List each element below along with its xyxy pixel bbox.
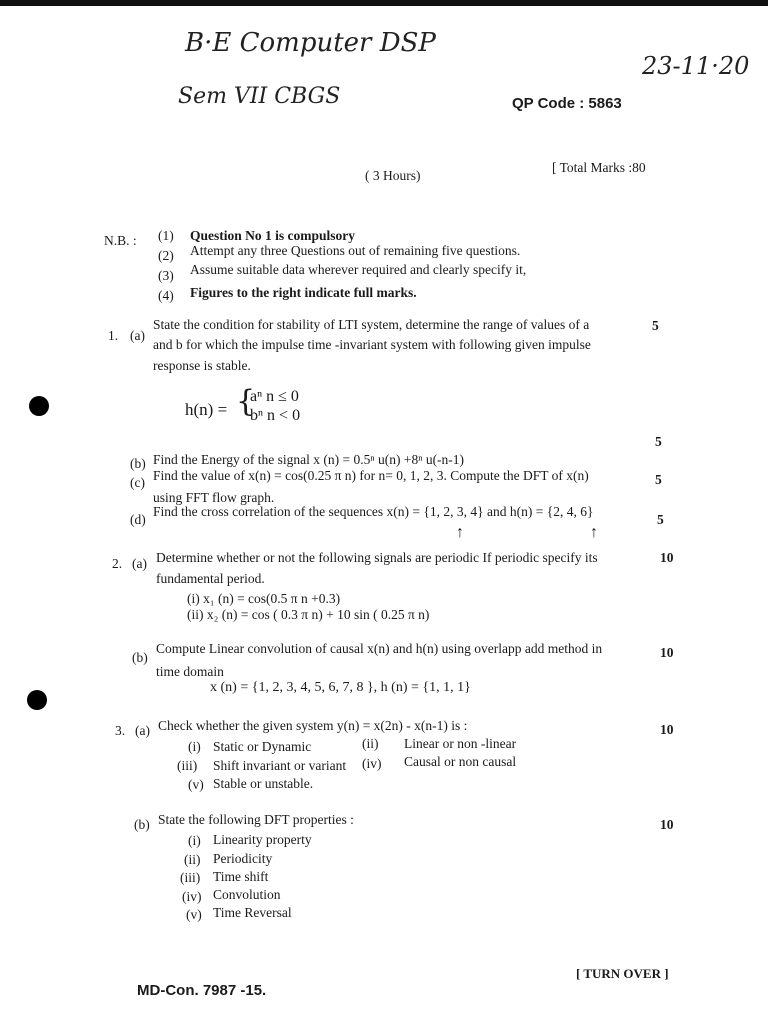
q3-opt-5-num: (v) — [188, 777, 204, 792]
q3-b-marks: 10 — [660, 817, 674, 832]
q3-b-label: (b) — [134, 817, 150, 832]
q2-b-label: (b) — [132, 650, 148, 665]
note-2: Attempt any three Questions out of remaining five questions. — [190, 243, 521, 258]
q3-prop-1-num: (i) — [188, 833, 201, 848]
q1-a-label: (a) — [130, 328, 145, 343]
q2-b-marks: 10 — [660, 645, 674, 660]
q2-a-i: (i) x₁ (n) = cos(0.5 π n +0.3) — [187, 591, 341, 606]
q1-c-marks: 5 — [655, 472, 662, 487]
q3-b-text: State the following DFT properties : — [158, 812, 354, 827]
q3-opt-1-num: (i) — [188, 739, 201, 754]
q3-opt-1: Static or Dynamic — [213, 739, 312, 754]
q1-d-text: Find the cross correlation of the sequences x(n) = {1, 2, 3, 4} and h(n) = {2, 4, 6} — [153, 504, 594, 519]
punch-hole-bottom — [27, 690, 47, 710]
q1-d-label: (d) — [130, 512, 146, 527]
q1-b-text: Find the Energy of the signal x (n) = 0.5ⁿ u(n) +8ⁿ u(-n-1) — [153, 452, 465, 467]
q3-opt-2-num: (ii) — [362, 736, 379, 751]
q3-a-label: (a) — [135, 723, 150, 738]
handwritten-date: 23-11·20 — [642, 52, 750, 80]
note-1: Question No 1 is compulsory — [190, 228, 356, 243]
q2-a-line2: fundamental period. — [156, 571, 265, 586]
q3-num: 3. — [115, 723, 126, 738]
q3-opt-5: Stable or unstable. — [213, 776, 314, 791]
q3-prop-5: Time Reversal — [213, 905, 292, 920]
q3-prop-4: Convolution — [213, 887, 281, 902]
note-1-num: (1) — [158, 228, 174, 243]
q3-opt-2: Linear or non -linear — [404, 736, 517, 751]
q3-opt-4-num: (iv) — [362, 756, 382, 771]
q1-b-label: (b) — [130, 456, 146, 471]
q3-prop-3-num: (iii) — [180, 870, 201, 885]
total-marks: [ Total Marks :80 — [552, 160, 646, 175]
reference-arrow-x: ↑ — [456, 524, 464, 541]
q1-a-line1: State the condition for stability of LTI system, determine the range of values of a — [153, 317, 590, 332]
q2-a-line1: Determine whether or not the following signals are periodic If periodic specify its — [156, 550, 598, 565]
q3-prop-3: Time shift — [213, 869, 269, 884]
top-edge — [0, 0, 768, 6]
handwritten-sem: Sem VII CBGS — [178, 84, 341, 109]
duration: ( 3 Hours) — [365, 168, 421, 183]
q2-b-line2: time domain — [156, 664, 224, 679]
q2-num: 2. — [112, 556, 123, 571]
q3-prop-1: Linearity property — [213, 832, 312, 847]
q2-a-ii: (ii) x₂ (n) = cos ( 0.3 π n) + 10 sin ( 0.25 π n) — [187, 607, 430, 622]
q2-b-line1: Compute Linear convolution of causal x(n) and h(n) using overlapp add method in — [156, 641, 603, 656]
q2-b-sequences: x (n) = {1, 2, 3, 4, 5, 6, 7, 8 }, h (n) = {1, 1, 1} — [210, 680, 471, 695]
q1-c-line2: using FFT flow graph. — [153, 490, 275, 505]
q1-d-marks: 5 — [657, 512, 664, 527]
q3-a-marks: 10 — [660, 722, 674, 737]
note-4-num: (4) — [158, 288, 174, 303]
notes-label: N.B. : — [104, 233, 137, 248]
equation-brace: { — [236, 384, 256, 419]
qp-code: QP Code : 5863 — [512, 95, 622, 112]
q2-a-marks: 10 — [660, 550, 674, 565]
q1-a-marks: 5 — [652, 318, 659, 333]
note-4: Figures to the right indicate full marks. — [190, 285, 417, 300]
q1-a-line2: and b for which the impulse time -invariant system with following given impulse — [153, 337, 591, 352]
punch-hole-top — [29, 396, 49, 416]
q1-b-marks: 5 — [655, 434, 662, 449]
reference-arrow-h: ↑ — [590, 524, 598, 541]
q2-a-label: (a) — [132, 556, 147, 571]
paper-code: MD-Con. 7987 -15. — [137, 982, 267, 999]
q3-opt-3: Shift invariant or variant — [213, 758, 347, 773]
q1-num: 1. — [108, 328, 119, 343]
equation-row1: aⁿ n ≤ 0 — [250, 388, 299, 405]
note-2-num: (2) — [158, 248, 174, 263]
q1-c-line1: Find the value of x(n) = cos(0.25 π n) for n= 0, 1, 2, 3. Compute the DFT of x(n) — [153, 468, 589, 483]
q1-c-label: (c) — [130, 475, 145, 490]
note-3-num: (3) — [158, 268, 174, 283]
q3-a-text: Check whether the given system y(n) = x(2n) - x(n-1) is : — [158, 718, 468, 733]
q3-prop-2: Periodicity — [213, 851, 273, 866]
q3-prop-4-num: (iv) — [182, 889, 202, 904]
equation-lhs: h(n) = — [185, 400, 228, 419]
q3-prop-2-num: (ii) — [184, 852, 201, 867]
q3-opt-4: Causal or non causal — [404, 754, 517, 769]
handwritten-course: B·E Computer DSP — [185, 28, 436, 58]
note-3: Assume suitable data wherever required and clearly specify it, — [190, 262, 527, 277]
q3-opt-3-num: (iii) — [177, 758, 198, 773]
equation-row2: bⁿ n < 0 — [250, 407, 301, 424]
q3-prop-5-num: (v) — [186, 907, 202, 922]
turn-over: [ TURN OVER ] — [576, 966, 669, 981]
q1-a-line3: response is stable. — [153, 358, 251, 373]
